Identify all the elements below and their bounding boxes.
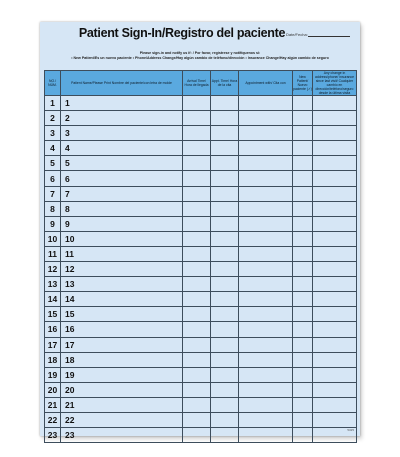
header-appointment-time: Appt. Time/ Hora de la cita xyxy=(211,71,239,96)
patient-name-cell[interactable]: 14 xyxy=(61,292,183,307)
row-number: 1 xyxy=(45,96,61,111)
table-row xyxy=(45,246,357,261)
row-number: 15 xyxy=(45,307,61,322)
changes-cell[interactable] xyxy=(313,231,357,246)
new-patient-cell[interactable] xyxy=(293,201,313,216)
patient-name-cell[interactable]: 11 xyxy=(61,246,183,261)
arrival-time-cell[interactable] xyxy=(183,126,211,141)
appointment-time-cell[interactable] xyxy=(211,307,239,322)
appointment-with-cell[interactable] xyxy=(239,156,293,171)
table-row xyxy=(45,352,357,367)
new-patient-cell[interactable] xyxy=(293,141,313,156)
appointment-with-cell[interactable] xyxy=(239,412,293,427)
arrival-time-cell[interactable] xyxy=(183,96,211,111)
patient-name-cell[interactable]: 3 xyxy=(61,126,183,141)
arrival-time-cell[interactable] xyxy=(183,322,211,337)
appointment-time-cell[interactable] xyxy=(211,322,239,337)
header-new-patient: New Patient/ Nuevo paciente (✓) xyxy=(293,71,313,96)
table-row xyxy=(45,322,357,337)
row-number: 3 xyxy=(45,126,61,141)
new-patient-cell[interactable] xyxy=(293,367,313,382)
appointment-with-cell[interactable] xyxy=(239,382,293,397)
arrival-time-cell[interactable] xyxy=(183,246,211,261)
table-row xyxy=(45,412,357,427)
appointment-with-cell[interactable] xyxy=(239,277,293,292)
instruction-line-2: • New Patient/Es un nuevo paciente • Phone/Address Change/Hay algún cambio de teléfono/dirección • Insurance Change/Hay algún cambio de seguro xyxy=(71,56,329,61)
table-row xyxy=(45,292,357,307)
new-patient-cell[interactable] xyxy=(293,156,313,171)
appointment-time-cell[interactable] xyxy=(211,428,239,443)
patient-name-cell[interactable]: 20 xyxy=(61,382,183,397)
arrival-time-cell[interactable] xyxy=(183,171,211,186)
patient-name-cell[interactable]: 5 xyxy=(61,156,183,171)
table-row xyxy=(45,126,357,141)
appointment-with-cell[interactable] xyxy=(239,246,293,261)
new-patient-cell[interactable] xyxy=(293,126,313,141)
arrival-time-cell[interactable] xyxy=(183,141,211,156)
changes-cell[interactable] xyxy=(313,292,357,307)
patient-name-cell[interactable]: 13 xyxy=(61,277,183,292)
appointment-time-cell[interactable] xyxy=(211,352,239,367)
appointment-time-cell[interactable] xyxy=(211,111,239,126)
table-row xyxy=(45,337,357,352)
changes-cell[interactable] xyxy=(313,156,357,171)
table-row xyxy=(45,277,357,292)
table-row xyxy=(45,428,357,443)
appointment-time-cell[interactable] xyxy=(211,397,239,412)
form-title xyxy=(40,26,360,40)
new-patient-cell[interactable] xyxy=(293,262,313,277)
changes-cell[interactable] xyxy=(313,397,357,412)
header-number: NO./ NÚM. xyxy=(45,71,61,96)
new-patient-cell[interactable] xyxy=(293,428,313,443)
appointment-time-cell[interactable] xyxy=(211,412,239,427)
changes-cell[interactable] xyxy=(313,307,357,322)
table-body xyxy=(45,96,357,443)
row-number: 13 xyxy=(45,277,61,292)
appointment-with-cell[interactable] xyxy=(239,428,293,443)
patient-name-cell[interactable]: 12 xyxy=(61,262,183,277)
appointment-with-cell[interactable] xyxy=(239,322,293,337)
header-patient-name: Patient Name/Please Print Nombre del paciente/con letra de molde xyxy=(61,71,183,96)
changes-cell[interactable] xyxy=(313,186,357,201)
appointment-time-cell[interactable] xyxy=(211,382,239,397)
table-row xyxy=(45,307,357,322)
new-patient-cell[interactable] xyxy=(293,231,313,246)
appointment-with-cell[interactable] xyxy=(239,231,293,246)
arrival-time-cell[interactable] xyxy=(183,367,211,382)
table-row xyxy=(45,262,357,277)
new-patient-cell[interactable] xyxy=(293,186,313,201)
changes-cell[interactable] xyxy=(313,352,357,367)
table-row xyxy=(45,111,357,126)
changes-cell[interactable] xyxy=(313,382,357,397)
arrival-time-cell[interactable] xyxy=(183,352,211,367)
patient-name-cell[interactable]: 18 xyxy=(61,352,183,367)
appointment-with-cell[interactable] xyxy=(239,171,293,186)
patient-name-cell[interactable]: 6 xyxy=(61,171,183,186)
patient-name-cell[interactable]: 2 xyxy=(61,111,183,126)
patient-name-cell[interactable]: 10 xyxy=(61,231,183,246)
new-patient-cell[interactable] xyxy=(293,111,313,126)
arrival-time-cell[interactable] xyxy=(183,428,211,443)
header-arrival-time: Arrival Time/ Hora de llegada xyxy=(183,71,211,96)
appointment-time-cell[interactable] xyxy=(211,231,239,246)
changes-cell[interactable] xyxy=(313,412,357,427)
new-patient-cell[interactable] xyxy=(293,307,313,322)
row-number: 12 xyxy=(45,262,61,277)
arrival-time-cell[interactable] xyxy=(183,231,211,246)
changes-cell[interactable] xyxy=(313,216,357,231)
table-row xyxy=(45,186,357,201)
appointment-time-cell[interactable] xyxy=(211,171,239,186)
patient-name-cell[interactable]: 17 xyxy=(61,337,183,352)
row-number: 11 xyxy=(45,246,61,261)
appointment-with-cell[interactable] xyxy=(239,397,293,412)
table-row xyxy=(45,216,357,231)
arrival-time-cell[interactable] xyxy=(183,307,211,322)
header-changes: Any change in address/phone/ insurance since last visit/ Cualquier cambio en dirección/teléfono/seguro desde la última visita xyxy=(313,71,357,96)
row-number: 17 xyxy=(45,337,61,352)
row-number: 16 xyxy=(45,322,61,337)
changes-cell[interactable] xyxy=(313,262,357,277)
sign-in-sheet xyxy=(40,22,360,441)
arrival-time-cell[interactable] xyxy=(183,337,211,352)
appointment-time-cell[interactable] xyxy=(211,246,239,261)
row-number: 7 xyxy=(45,186,61,201)
row-number: 14 xyxy=(45,292,61,307)
arrival-time-cell[interactable] xyxy=(183,201,211,216)
appointment-with-cell[interactable] xyxy=(239,307,293,322)
changes-cell[interactable] xyxy=(313,111,357,126)
table-row xyxy=(45,141,357,156)
new-patient-cell[interactable] xyxy=(293,337,313,352)
changes-cell[interactable] xyxy=(313,322,357,337)
form-code: 5325 xyxy=(347,428,354,432)
row-number: 21 xyxy=(45,397,61,412)
arrival-time-cell[interactable] xyxy=(183,216,211,231)
table-row xyxy=(45,397,357,412)
appointment-time-cell[interactable] xyxy=(211,337,239,352)
arrival-time-cell[interactable] xyxy=(183,292,211,307)
appointment-with-cell[interactable] xyxy=(239,96,293,111)
new-patient-cell[interactable] xyxy=(293,246,313,261)
table-row xyxy=(45,382,357,397)
appointment-time-cell[interactable] xyxy=(211,126,239,141)
patient-name-cell[interactable]: 19 xyxy=(61,367,183,382)
new-patient-cell[interactable] xyxy=(293,216,313,231)
row-number: 4 xyxy=(45,141,61,156)
new-patient-cell[interactable] xyxy=(293,382,313,397)
changes-cell[interactable] xyxy=(313,277,357,292)
new-patient-cell[interactable] xyxy=(293,352,313,367)
new-patient-cell[interactable] xyxy=(293,412,313,427)
changes-cell[interactable] xyxy=(313,171,357,186)
changes-cell[interactable] xyxy=(313,367,357,382)
appointment-time-cell[interactable] xyxy=(211,141,239,156)
appointment-time-cell[interactable] xyxy=(211,367,239,382)
table-row xyxy=(45,96,357,111)
changes-cell[interactable] xyxy=(313,96,357,111)
appointment-with-cell[interactable] xyxy=(239,367,293,382)
sign-in-table xyxy=(44,70,357,443)
date-label: Date/Fecha: xyxy=(286,32,308,37)
appointment-time-cell[interactable] xyxy=(211,201,239,216)
form-title-text: Patient Sign-In/Registro del paciente xyxy=(78,26,286,40)
appointment-with-cell[interactable] xyxy=(239,262,293,277)
patient-name-cell[interactable]: 21 xyxy=(61,397,183,412)
new-patient-cell[interactable] xyxy=(293,292,313,307)
row-number: 19 xyxy=(45,367,61,382)
row-number: 8 xyxy=(45,201,61,216)
arrival-time-cell[interactable] xyxy=(183,156,211,171)
row-number: 2 xyxy=(45,111,61,126)
appointment-with-cell[interactable] xyxy=(239,292,293,307)
appointment-with-cell[interactable] xyxy=(239,111,293,126)
instruction-line-1: Please sign-in and notify us if: / Por favor, regístrese y notifíquenos si: xyxy=(139,51,261,55)
changes-cell[interactable] xyxy=(313,201,357,216)
appointment-time-cell[interactable] xyxy=(211,156,239,171)
appointment-time-cell[interactable] xyxy=(211,186,239,201)
table-row xyxy=(45,367,357,382)
appointment-with-cell[interactable] xyxy=(239,352,293,367)
patient-name-cell[interactable]: 7 xyxy=(61,186,183,201)
patient-name-cell[interactable]: 1 xyxy=(61,96,183,111)
appointment-time-cell[interactable] xyxy=(211,292,239,307)
row-number: 18 xyxy=(45,352,61,367)
instructions xyxy=(48,51,352,61)
new-patient-cell[interactable] xyxy=(293,397,313,412)
appointment-time-cell[interactable] xyxy=(211,277,239,292)
changes-cell[interactable] xyxy=(313,246,357,261)
row-number: 9 xyxy=(45,216,61,231)
arrival-time-cell[interactable] xyxy=(183,262,211,277)
appointment-time-cell[interactable] xyxy=(211,96,239,111)
table-row xyxy=(45,156,357,171)
patient-name-cell[interactable]: 4 xyxy=(61,141,183,156)
appointment-with-cell[interactable] xyxy=(239,337,293,352)
row-number: 23 xyxy=(45,428,61,443)
new-patient-cell[interactable] xyxy=(293,96,313,111)
header-appointment-with: Appointment with/ Cita con xyxy=(239,71,293,96)
table-row xyxy=(45,231,357,246)
patient-name-cell[interactable]: 9 xyxy=(61,216,183,231)
table-header-row xyxy=(45,71,357,96)
row-number: 22 xyxy=(45,412,61,427)
row-number: 20 xyxy=(45,382,61,397)
appointment-with-cell[interactable] xyxy=(239,141,293,156)
arrival-time-cell[interactable] xyxy=(183,397,211,412)
appointment-with-cell[interactable] xyxy=(239,216,293,231)
row-number: 5 xyxy=(45,156,61,171)
patient-name-cell[interactable]: 23 xyxy=(61,428,183,443)
arrival-time-cell[interactable] xyxy=(183,277,211,292)
appointment-time-cell[interactable] xyxy=(211,216,239,231)
date-field-line xyxy=(308,36,350,37)
arrival-time-cell[interactable] xyxy=(183,111,211,126)
patient-name-cell[interactable]: 15 xyxy=(61,307,183,322)
table-row xyxy=(45,201,357,216)
patient-name-cell[interactable]: 22 xyxy=(61,412,183,427)
arrival-time-cell[interactable] xyxy=(183,382,211,397)
changes-cell[interactable] xyxy=(313,141,357,156)
appointment-with-cell[interactable] xyxy=(239,126,293,141)
arrival-time-cell[interactable] xyxy=(183,412,211,427)
changes-cell[interactable] xyxy=(313,337,357,352)
row-number: 6 xyxy=(45,171,61,186)
row-number: 10 xyxy=(45,231,61,246)
appointment-time-cell[interactable] xyxy=(211,262,239,277)
new-patient-cell[interactable] xyxy=(293,171,313,186)
new-patient-cell[interactable] xyxy=(293,277,313,292)
arrival-time-cell[interactable] xyxy=(183,186,211,201)
new-patient-cell[interactable] xyxy=(293,322,313,337)
table-row xyxy=(45,171,357,186)
patient-name-cell[interactable]: 8 xyxy=(61,201,183,216)
appointment-with-cell[interactable] xyxy=(239,201,293,216)
patient-name-cell[interactable]: 16 xyxy=(61,322,183,337)
changes-cell[interactable] xyxy=(313,126,357,141)
appointment-with-cell[interactable] xyxy=(239,186,293,201)
